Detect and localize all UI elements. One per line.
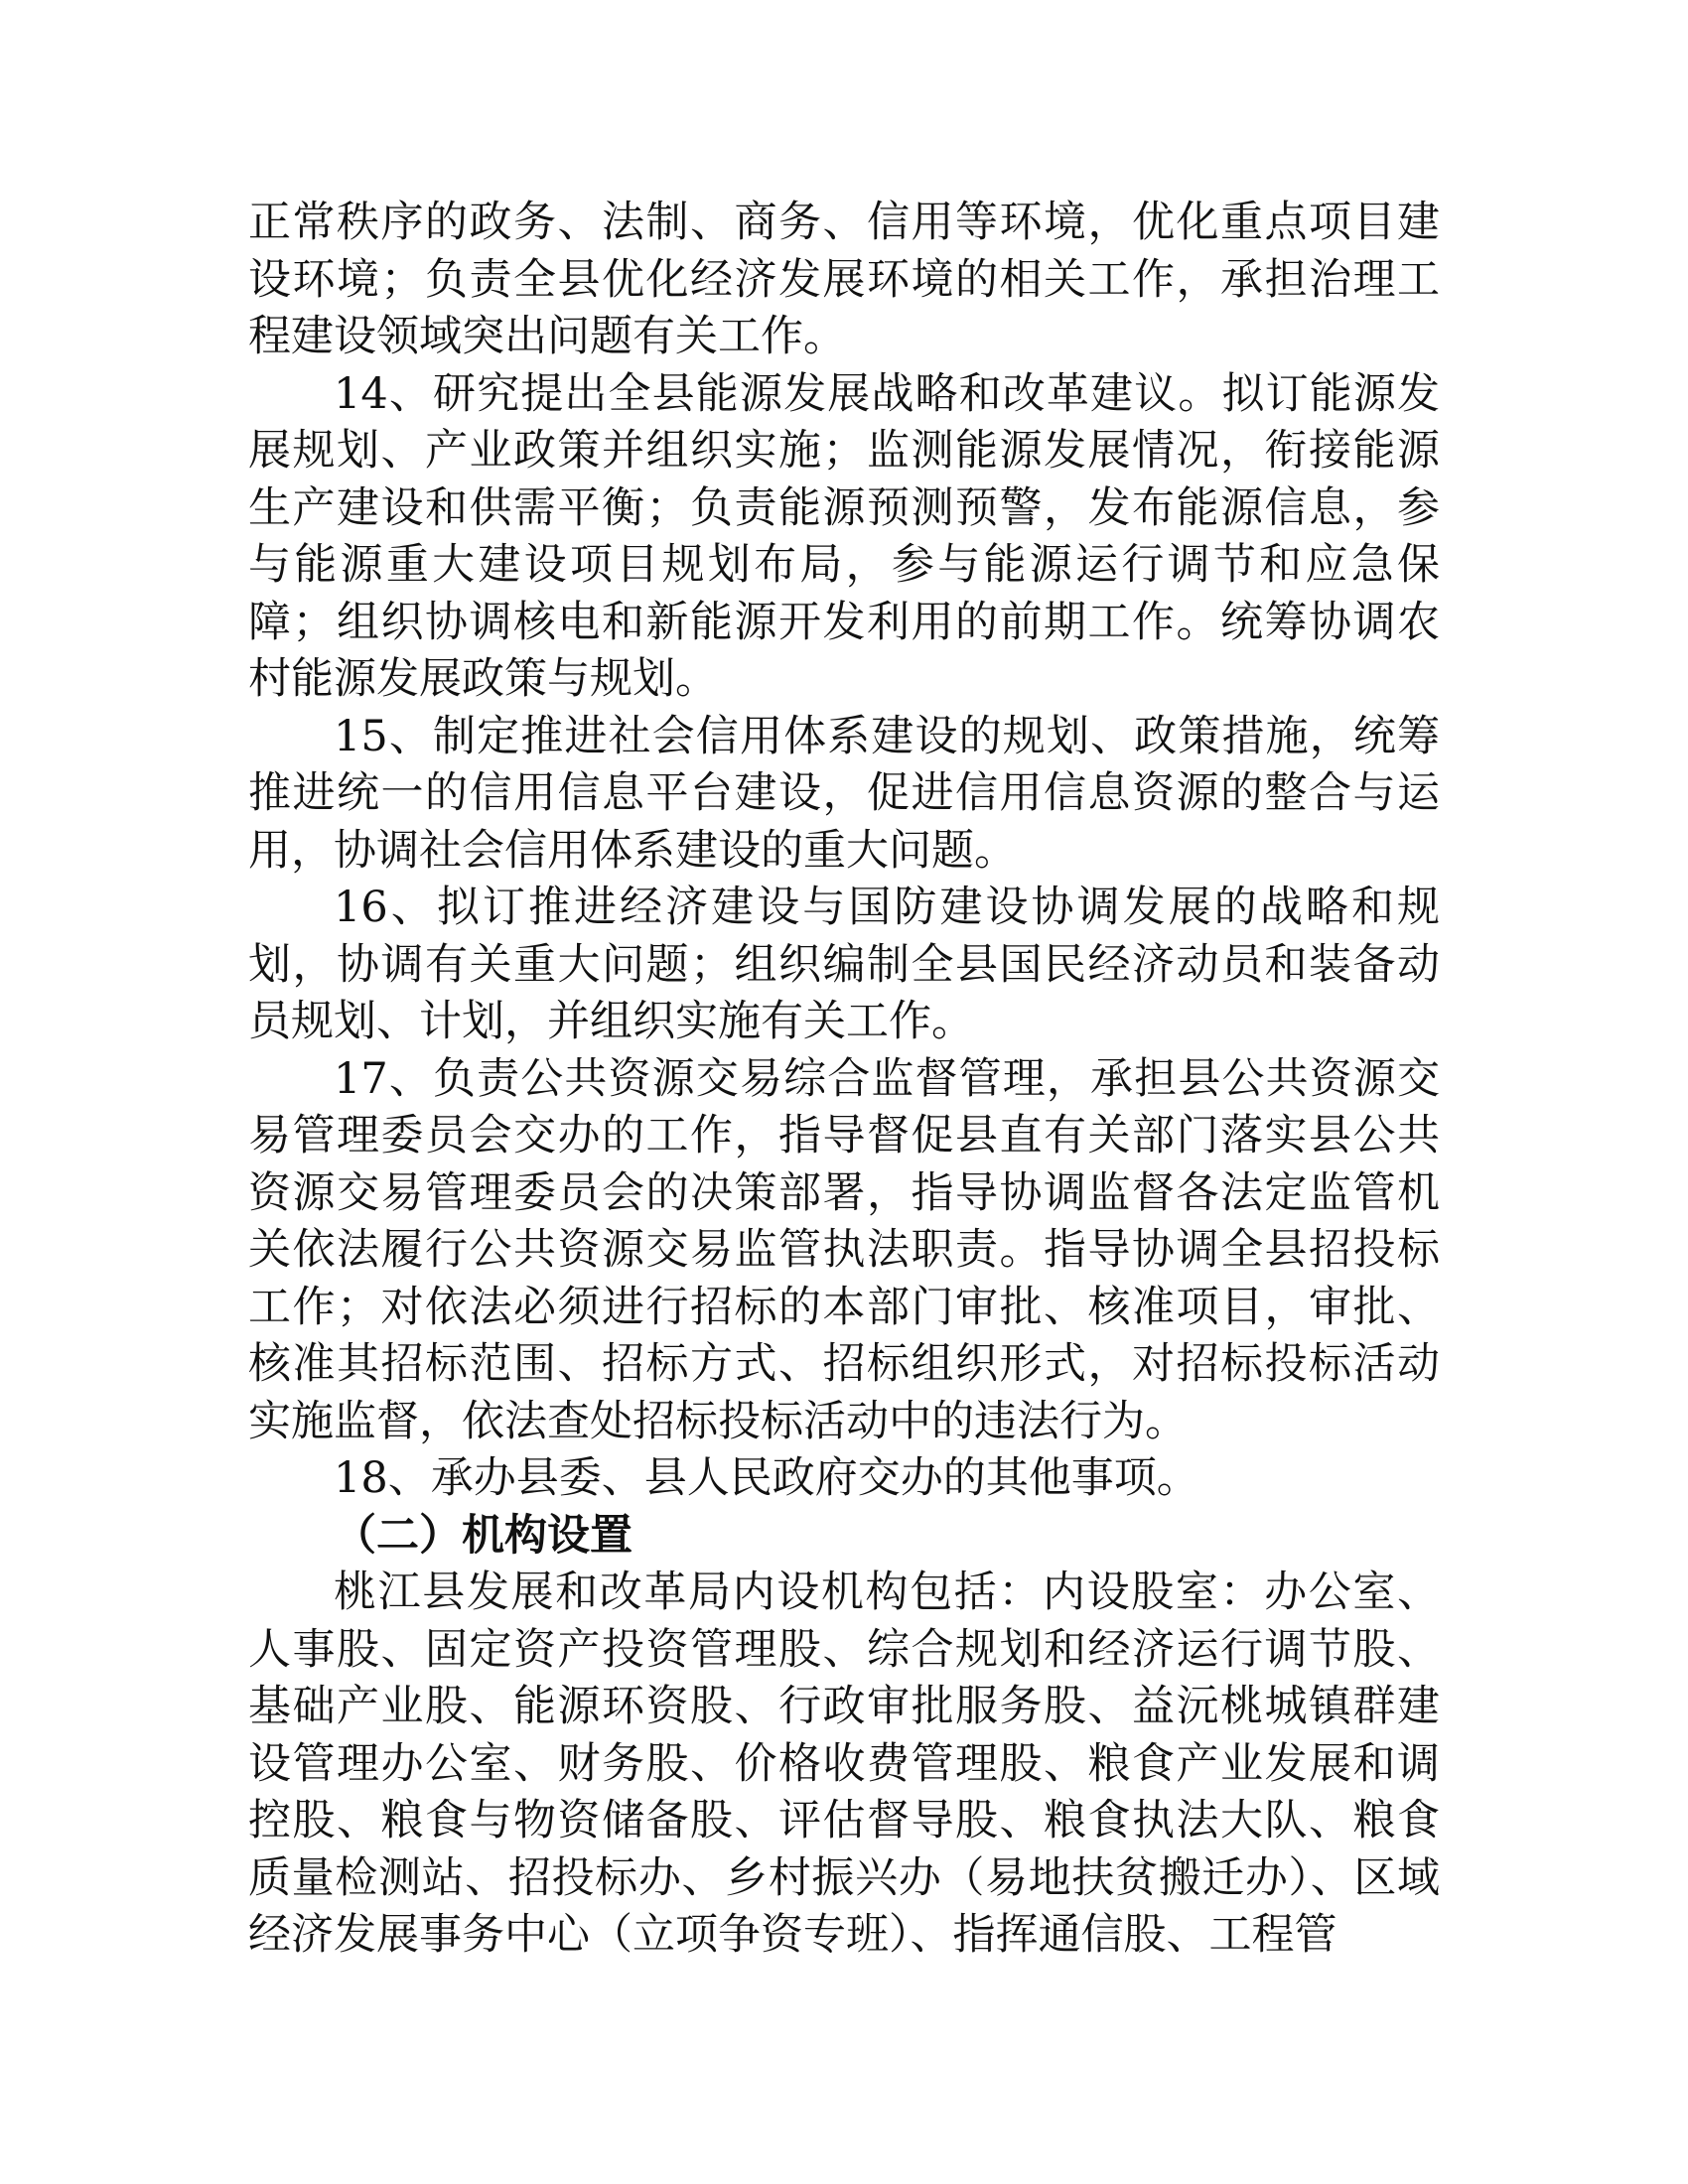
paragraph-item-16: 16、拟订推进经济建设与国防建设协调发展的战略和规划，协调有关重大问题；组织编制全县国民经济动员和装备动员规划、计划，并组织实施有关工作。 [248, 883, 1440, 1046]
section-heading: （二）机构设置 [334, 1510, 633, 1561]
paragraph-item-18: 18、承办县委、县人民政府交办的其他事项。 [334, 1453, 1199, 1503]
paragraph-item-17: 17、负责公共资源交易综合监督管理，承担县公共资源交易管理委员会交办的工作，指导督促县直有关部门落实县公共资源交易管理委员会的决策部署，指导协调监督各法定监管机关依法履行公共资源交易监管执法职责。指导协调全县招投标工作；对依法必须进行招标的本部门审批、核准项目，审批、核准其招标范围、招标方式、招标组织形式，对招标投标活动实施监督，依法查处招标投标活动中的违法行为。 [248, 1053, 1440, 1446]
paragraph-continuation: 正常秩序的政务、法制、商务、信用等环境，优化重点项目建设环境；负责全县优化经济发展环境的相关工作，承担治理工程建设领域突出问题有关工作。 [248, 198, 1440, 361]
paragraph-item-14: 14、研究提出全县能源发展战略和改革建议。拟订能源发展规划、产业政策并组织实施；监测能源发展情况，衔接能源生产建设和供需平衡；负责能源预测预警，发布能源信息，参与能源重大建设项目规划布局，参与能源运行调节和应急保障；组织协调核电和新能源开发利用的前期工作。统筹协调农村能源发展政策与规划。 [248, 368, 1440, 704]
paragraph-organization: 桃江县发展和改革局内设机构包括：内设股室：办公室、人事股、固定资产投资管理股、综合规划和经济运行调节股、基础产业股、能源环资股、行政审批服务股、益沅桃城镇群建设管理办公室、财务股、价格收费管理股、粮食产业发展和调控股、粮食与物资储备股、评估督导股、粮食执法大队、粮食质量检测站、招投标办、乡村振兴办（易地扶贫搬迁办）、区域经济发展事务中心（立项争资专班）、指挥通信股、工程管 [248, 1568, 1440, 1960]
paragraph-item-15: 15、制定推进社会信用体系建设的规划、政策措施，统筹推进统一的信用信息平台建设，促进信用信息资源的整合与运用，协调社会信用体系建设的重大问题。 [248, 711, 1440, 876]
document-page [248, 195, 1440, 1965]
